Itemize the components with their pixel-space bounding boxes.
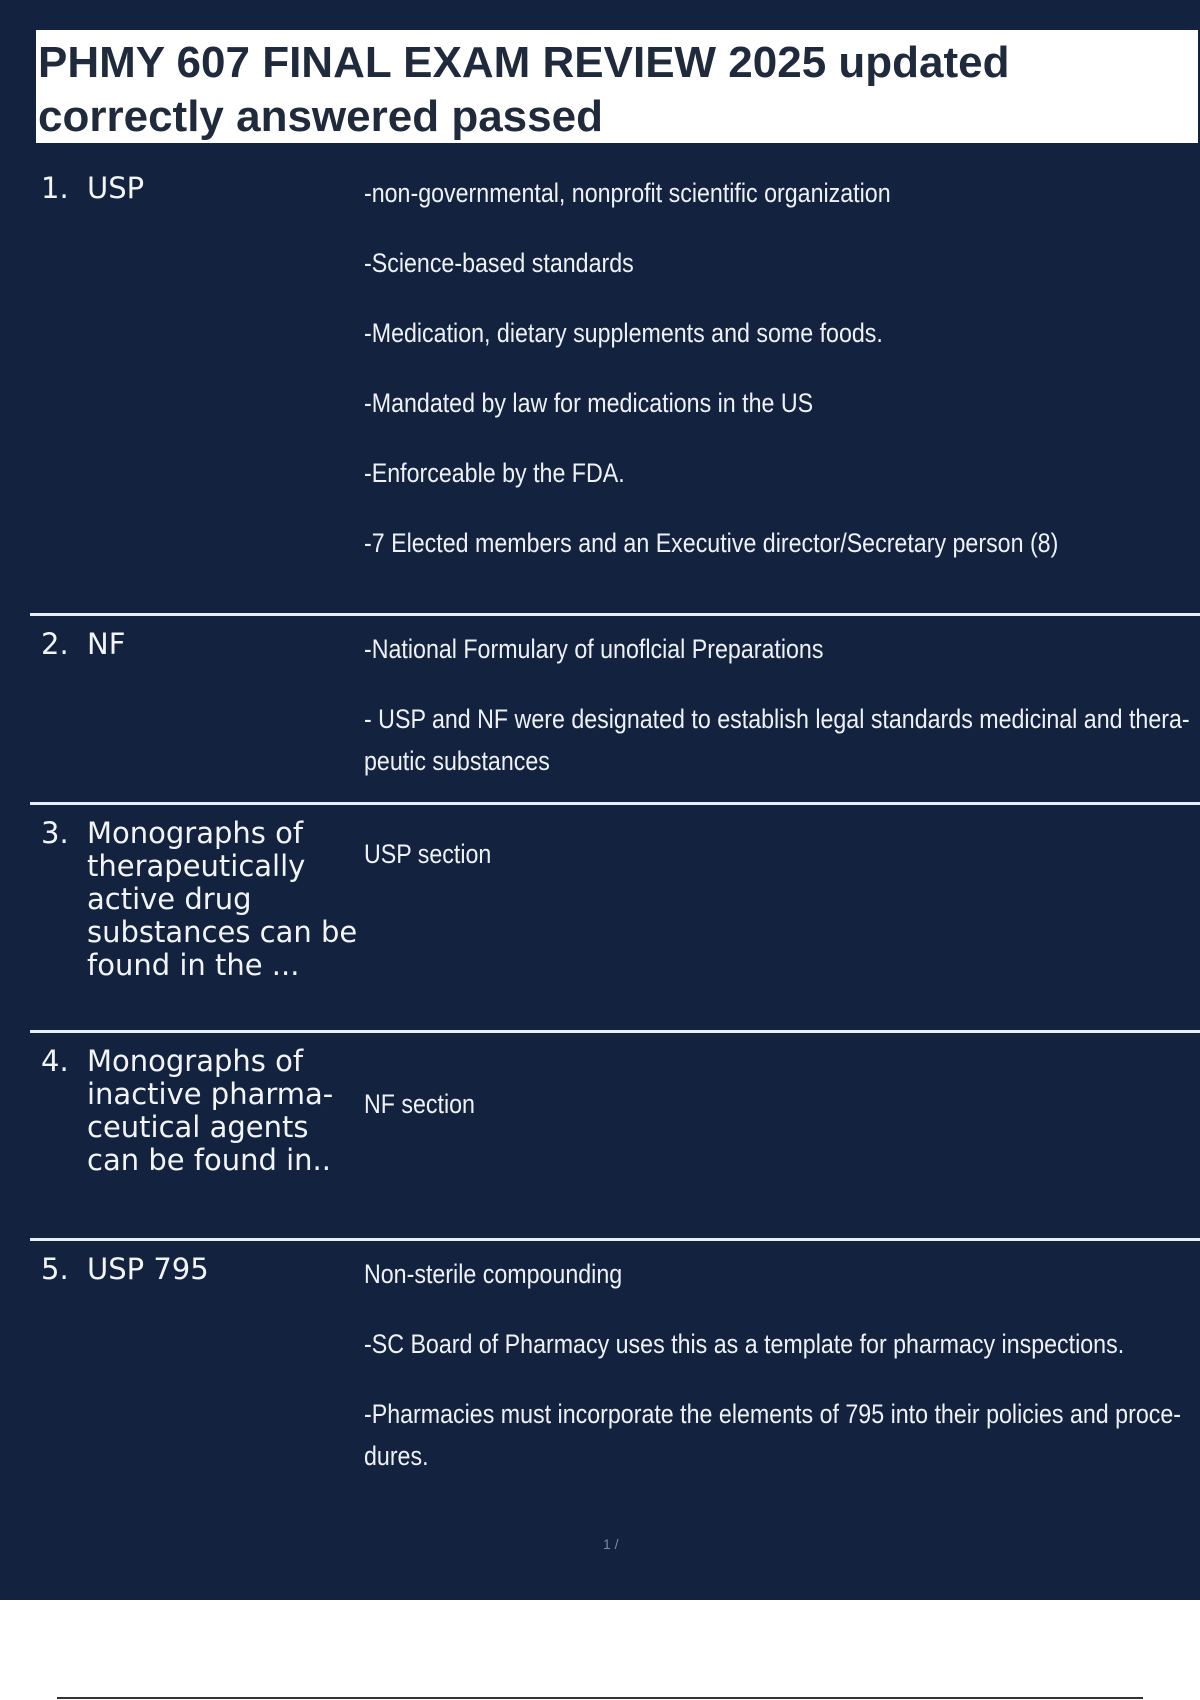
answer-line: USP section <box>364 839 492 869</box>
answer-line: -Pharmacies must incorporate the elements of 795 into their policies and proce- dures. <box>364 1399 1181 1471</box>
flashcard-row <box>30 802 1200 1030</box>
question-cell <box>41 628 361 661</box>
answer-line: -National Formulary of unoflcial Preparations <box>364 634 824 664</box>
question-text: Monographs of therapeutically active drug substances can be found in the ... <box>87 816 358 982</box>
flashcard-row <box>30 613 1200 802</box>
item-number: 5. <box>41 1252 69 1286</box>
question-cell <box>41 1253 361 1286</box>
item-number: 4. <box>41 1044 69 1078</box>
question-cell <box>41 172 361 205</box>
flashcard-row <box>30 1238 1200 1498</box>
answer-cell <box>364 628 1200 810</box>
item-number: 1. <box>41 171 69 205</box>
flashcard-list <box>30 160 1200 1498</box>
answer-line: -Mandated by law for medications in the US <box>364 388 814 418</box>
item-number: 2. <box>41 627 69 661</box>
answer-line: -Medication, dietary supplements and some foods. <box>364 318 883 348</box>
answer-line: -non-governmental, nonprofit scientific organization <box>364 178 891 208</box>
question-text: USP 795 <box>87 1252 209 1286</box>
answer-line: Non-sterile compounding <box>364 1259 623 1289</box>
footer-divider <box>57 1697 1143 1699</box>
answer-cell <box>364 833 1200 903</box>
answer-cell <box>364 1083 1200 1153</box>
question-text: USP <box>87 171 145 205</box>
answer-line: - USP and NF were designated to establish legal standards medicinal and thera- peutic substances <box>364 704 1190 776</box>
answer-line: NF section <box>364 1089 475 1119</box>
flashcard-row <box>30 160 1200 613</box>
answer-cell <box>364 172 1200 592</box>
answer-line: -7 Elected members and an Executive director/Secretary person (8) <box>364 528 1059 558</box>
document-title: PHMY 607 FINAL EXAM REVIEW 2025 updated correctly answered passed <box>38 38 1010 141</box>
question-text: Monographs of inactive pharma- ceutical agents can be found in.. <box>87 1044 334 1177</box>
title-box <box>36 30 1198 143</box>
answer-cell <box>364 1253 1200 1505</box>
question-text: NF <box>87 627 126 661</box>
question-cell <box>41 1045 361 1177</box>
answer-line: -Enforceable by the FDA. <box>364 458 625 488</box>
answer-line: -Science-based standards <box>364 248 634 278</box>
page-number: 1 / <box>603 1536 619 1552</box>
flashcard-row <box>30 1030 1200 1238</box>
answer-line: -SC Board of Pharmacy uses this as a template for pharmacy inspections. <box>364 1329 1125 1359</box>
question-cell <box>41 817 361 982</box>
item-number: 3. <box>41 816 69 850</box>
